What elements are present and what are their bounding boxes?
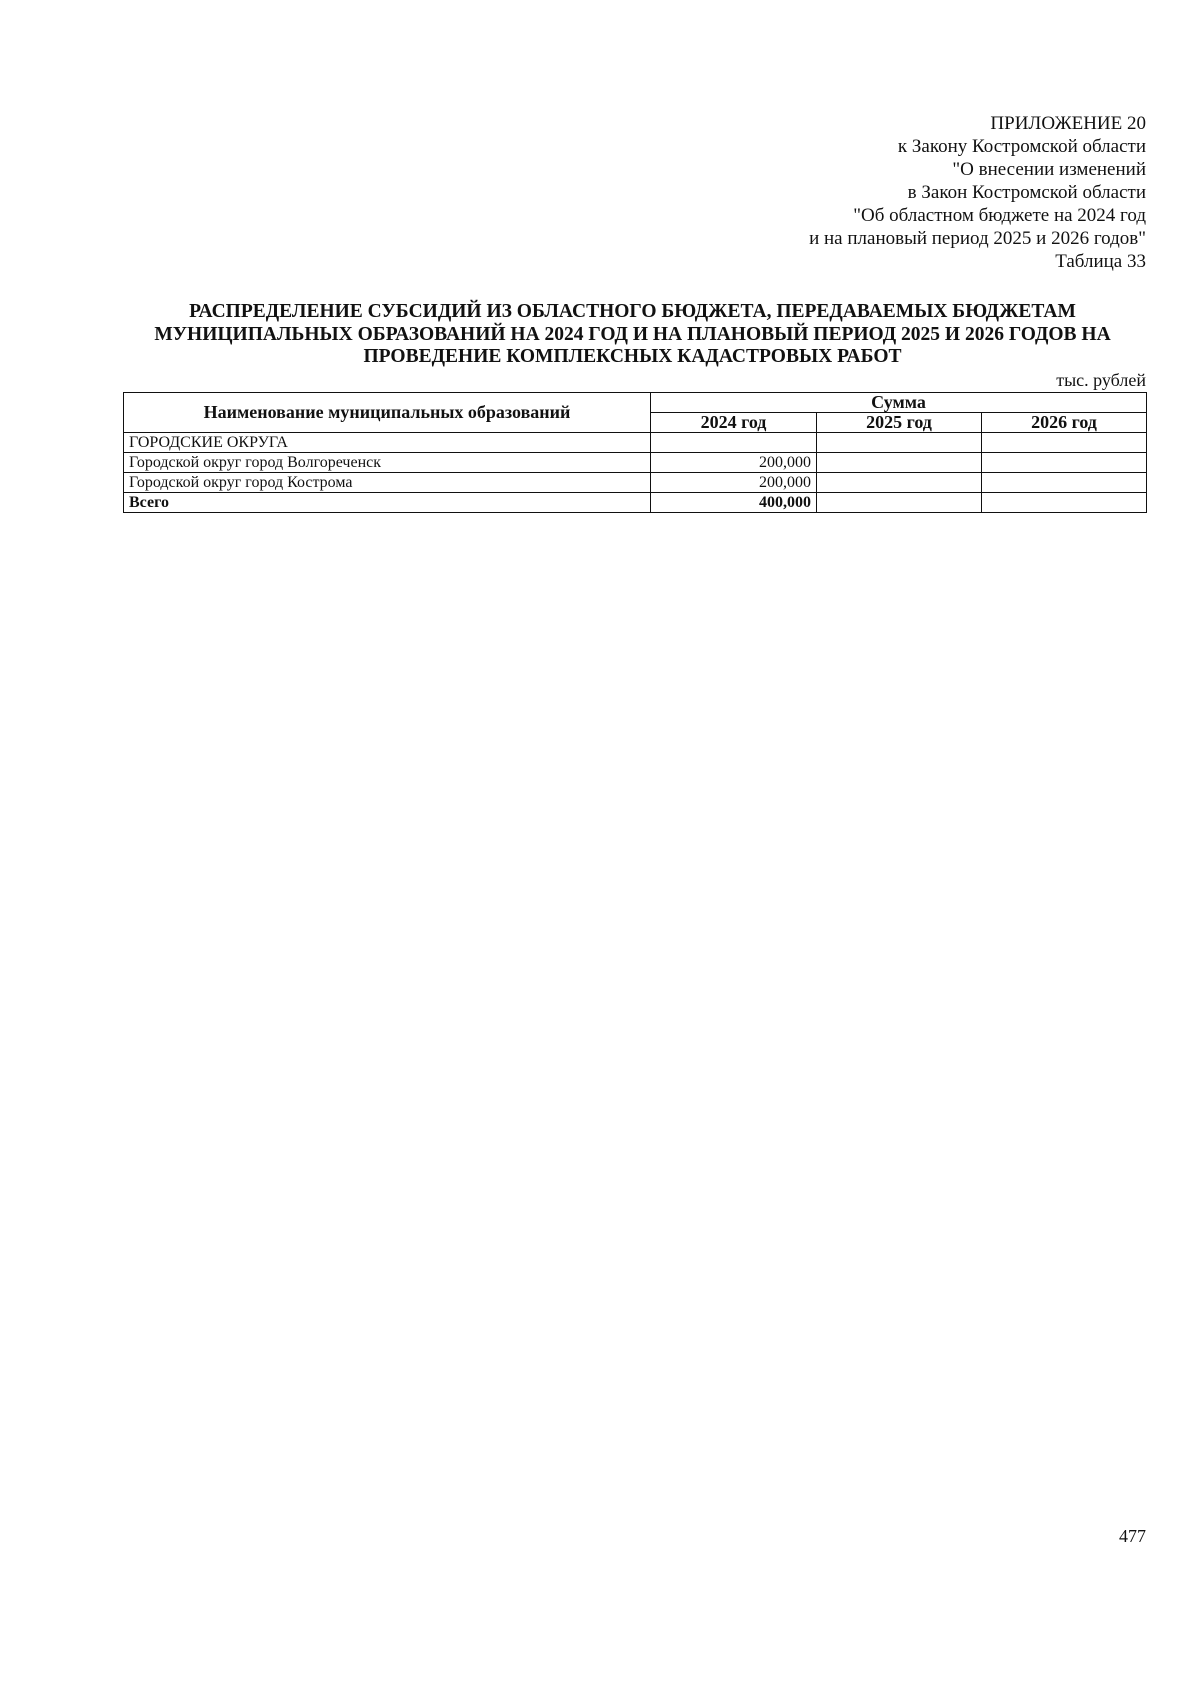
appendix-header-line: ПРИЛОЖЕНИЕ 20 xyxy=(990,113,1146,134)
row-value-2025 xyxy=(817,453,982,473)
row-value-2024: 200,000 xyxy=(651,473,817,493)
row-value-2025 xyxy=(817,493,982,513)
document-title xyxy=(120,301,1145,369)
row-name: Всего xyxy=(124,493,651,513)
row-value-2024: 200,000 xyxy=(651,453,817,473)
table-row xyxy=(124,433,1147,453)
row-name: Городской округ город Волгореченск xyxy=(124,453,651,473)
appendix-header-line: и на плановый период 2025 и 2026 годов" xyxy=(809,228,1146,249)
column-header-2024: 2024 год xyxy=(651,413,817,433)
document-title-line: РАСПРЕДЕЛЕНИЕ СУБСИДИЙ ИЗ ОБЛАСТНОГО БЮДЖЕТА, ПЕРЕДАВАЕМЫХ БЮДЖЕТАМ xyxy=(189,301,1076,322)
appendix-header-line: "О внесении изменений xyxy=(952,159,1146,180)
column-header-2026: 2026 год xyxy=(982,413,1147,433)
column-header-2025: 2025 год xyxy=(817,413,982,433)
row-name: ГОРОДСКИЕ ОКРУГА xyxy=(124,433,651,453)
column-header-name: Наименование муниципальных образований xyxy=(124,393,651,433)
row-value-2026 xyxy=(982,453,1147,473)
row-value-2024: 400,000 xyxy=(651,493,817,513)
row-value-2026 xyxy=(982,493,1147,513)
table-total-row xyxy=(124,493,1147,513)
row-value-2026 xyxy=(982,433,1147,453)
table-number: Таблица 33 xyxy=(1055,251,1146,272)
appendix-header xyxy=(809,112,1146,273)
table-header-row xyxy=(124,393,1147,413)
table-row xyxy=(124,453,1147,473)
subsidy-table xyxy=(123,392,1147,513)
column-header-sum: Сумма xyxy=(651,393,1147,413)
document-title-line: ПРОВЕДЕНИЕ КОМПЛЕКСНЫХ КАДАСТРОВЫХ РАБОТ xyxy=(363,346,902,367)
row-value-2024 xyxy=(651,433,817,453)
appendix-header-line: к Закону Костромской области xyxy=(897,136,1146,157)
page-number: 477 xyxy=(1119,1526,1146,1546)
row-value-2025 xyxy=(817,473,982,493)
appendix-header-line: "Об областном бюджете на 2024 год xyxy=(853,205,1146,226)
row-name: Городской округ город Кострома xyxy=(124,473,651,493)
document-title-line: МУНИЦИПАЛЬНЫХ ОБРАЗОВАНИЙ НА 2024 ГОД И НА ПЛАНОВЫЙ ПЕРИОД 2025 И 2026 ГОДОВ НА xyxy=(154,323,1111,345)
row-value-2025 xyxy=(817,433,982,453)
table-row xyxy=(124,473,1147,493)
row-value-2026 xyxy=(982,473,1147,493)
appendix-header-line: в Закон Костромской области xyxy=(907,182,1146,203)
units-label: тыс. рублей xyxy=(1056,370,1146,390)
